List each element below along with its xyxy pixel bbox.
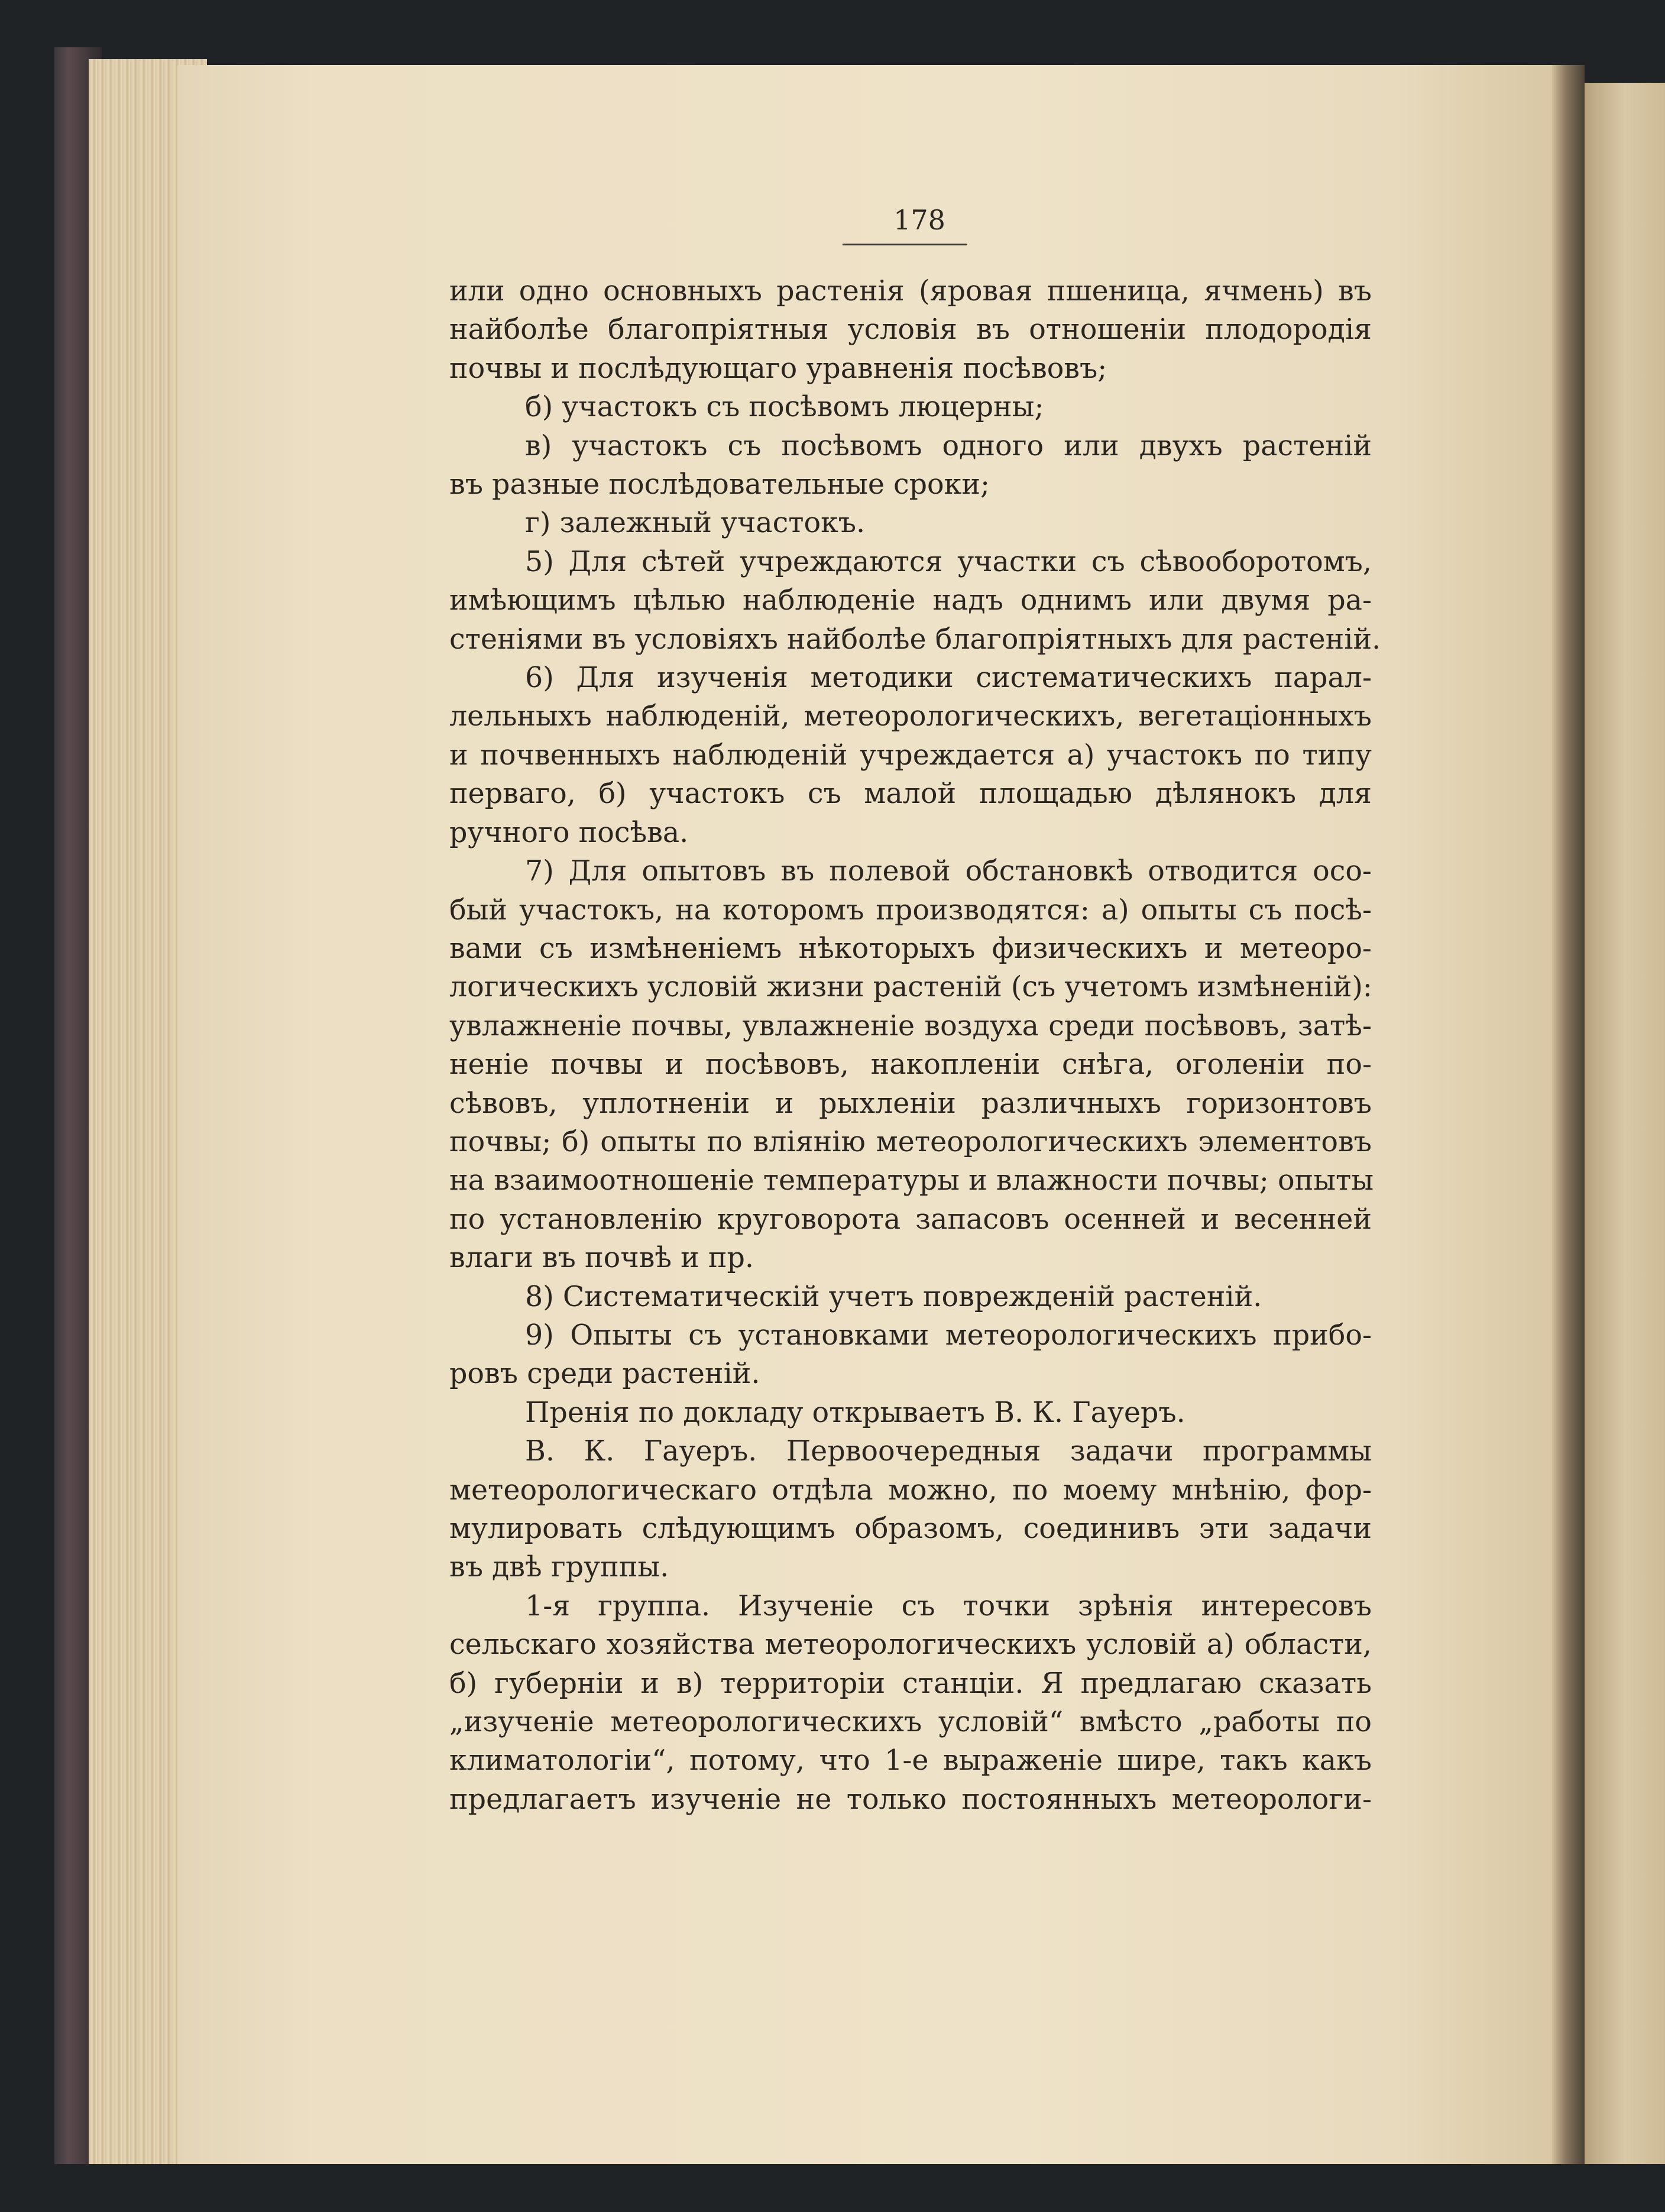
book-gutter bbox=[1552, 65, 1585, 2164]
text-line: въ разные послѣдовательные сроки; bbox=[449, 468, 990, 501]
text-line: на взаимоотношеніе температуры и влажности почвы; опыты bbox=[449, 1164, 1374, 1197]
text-line: влаги въ почвѣ и пр. bbox=[449, 1242, 754, 1275]
text-line: Пренія по докладу открываетъ В. К. Гауеръ. bbox=[525, 1396, 1185, 1429]
text-line: имѣющимъ цѣлью наблюденіе надъ однимъ или двумя ра- bbox=[449, 584, 1372, 617]
text-line: неніе почвы и посѣвовъ, накопленіи снѣга, оголеніи по- bbox=[449, 1048, 1372, 1081]
text-line: мулировать слѣдующимъ образомъ, соединивъ эти задачи bbox=[449, 1513, 1372, 1545]
text-line: 6) Для изученія методики систематическихъ парал- bbox=[525, 662, 1372, 695]
text-line: или одно основныхъ растенія (яровая пшеница, ячмень) въ bbox=[449, 275, 1372, 307]
text-line: в) участокъ съ посѣвомъ одного или двухъ растеній bbox=[525, 429, 1372, 462]
page-number-rule bbox=[843, 244, 967, 245]
page-body-text bbox=[449, 272, 1381, 1819]
text-line: бый участокъ, на которомъ производятся: а) опыты съ посѣ- bbox=[449, 893, 1372, 927]
text-line: въ двѣ группы. bbox=[449, 1551, 669, 1584]
text-line: б) участокъ съ посѣвомъ люцерны; bbox=[525, 391, 1044, 424]
facing-page-edge bbox=[1585, 83, 1665, 2164]
text-line: и почвенныхъ наблюденій учреждается а) участокъ по типу bbox=[449, 739, 1372, 772]
text-line: предлагаетъ изученіе не только постоянныхъ метеорологи- bbox=[449, 1783, 1372, 1816]
text-line: В. К. Гауеръ. Первоочередныя задачи программы bbox=[525, 1435, 1372, 1468]
text-line: сельскаго хозяйства метеорологическихъ условій а) области, bbox=[449, 1628, 1372, 1662]
text-line: 8) Систематическій учетъ поврежденій растеній. bbox=[525, 1280, 1262, 1313]
text-line: перваго, б) участокъ съ малой площадью дѣлянокъ для bbox=[449, 778, 1372, 811]
text-line: метеорологическаго отдѣла можно, по моему мнѣнію, фор- bbox=[449, 1473, 1372, 1507]
text-line: вами съ измѣненіемъ нѣкоторыхъ физическихъ и метеоро- bbox=[449, 932, 1372, 965]
text-line: 9) Опыты съ установками метеорологическихъ прибо- bbox=[525, 1319, 1372, 1352]
page-number: 178 bbox=[893, 204, 945, 236]
text-line: почвы и послѣдующаго уравненія посѣвовъ; bbox=[449, 352, 1107, 385]
text-line: ровъ среди растеній. bbox=[449, 1358, 760, 1391]
text-line: б) губерніи и в) территоріи станціи. Я предлагаю сказать bbox=[449, 1667, 1372, 1700]
text-line: ручного посѣва. bbox=[449, 816, 689, 849]
text-line: 1-я группа. Изученіе съ точки зрѣнія интересовъ bbox=[525, 1589, 1372, 1622]
text-line: стеніями въ условіяхъ найболѣе благопріятныхъ для растеній. bbox=[449, 623, 1381, 656]
text-line: 7) Для опытовъ въ полевой обстановкѣ отводится осо- bbox=[525, 855, 1372, 888]
text-line: по установленію круговорота запасовъ осенней и весенней bbox=[449, 1203, 1372, 1236]
text-line: климатологіи“, потому, что 1-е выраженіе шире, такъ какъ bbox=[449, 1744, 1372, 1777]
text-line: лельныхъ наблюденій, метеорологическихъ, вегетаціонныхъ bbox=[449, 700, 1372, 733]
text-line: увлажненіе почвы, увлажненіе воздуха среди посѣвовъ, затѣ- bbox=[449, 1009, 1372, 1042]
text-line: 5) Для сѣтей учреждаются участки съ сѣвооборотомъ, bbox=[525, 545, 1372, 578]
text-line: найболѣе благопріятныя условія въ отношеніи плодородія bbox=[449, 313, 1372, 346]
text-line: „изученіе метеорологическихъ условій“ вмѣсто „работы по bbox=[449, 1706, 1372, 1739]
text-line: логическихъ условій жизни растеній (съ учетомъ измѣненій): bbox=[449, 971, 1372, 1004]
text-line: сѣвовъ, уплотненіи и рыхленіи различныхъ горизонтовъ bbox=[449, 1087, 1372, 1120]
text-line: почвы; б) опыты по вліянію метеорологическихъ элементовъ bbox=[449, 1125, 1372, 1158]
text-line: г) залежный участокъ. bbox=[525, 507, 866, 540]
